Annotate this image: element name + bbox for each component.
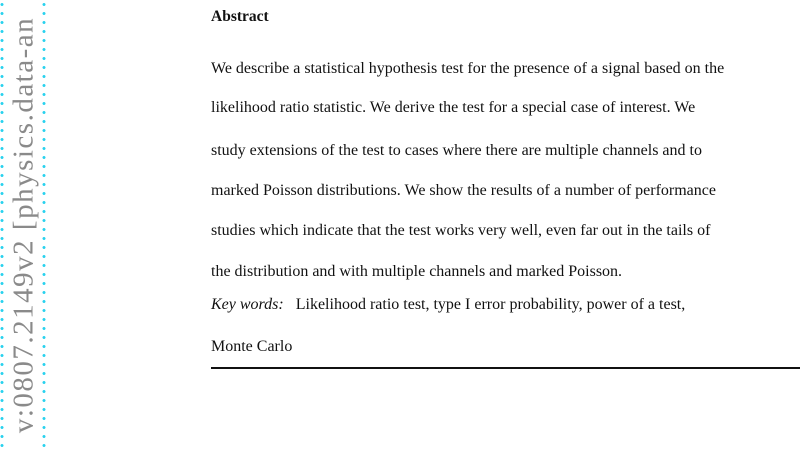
abstract-line: We describe a statistical hypothesis test for the presence of a signal based on the bbox=[211, 60, 725, 77]
dotted-border-left bbox=[0, 0, 4, 450]
arxiv-side-stamp bbox=[0, 0, 48, 450]
keywords-label: Key words: bbox=[211, 296, 284, 313]
keywords-text: Likelihood ratio test, type I error probability, power of a test, bbox=[295, 296, 686, 313]
abstract-line: the distribution and with multiple channels and marked Poisson. bbox=[211, 263, 623, 280]
abstract-line: marked Poisson distributions. We show the results of a number of performance bbox=[211, 182, 716, 199]
abstract-line: study extensions of the test to cases where there are multiple channels and to bbox=[211, 142, 702, 159]
abstract-line: studies which indicate that the test works very well, even far out in the tails of bbox=[211, 222, 711, 239]
abstract-line: likelihood ratio statistic. We derive the test for a special case of interest. We bbox=[211, 99, 696, 116]
abstract-heading: Abstract bbox=[211, 8, 269, 25]
keywords-continuation: Monte Carlo bbox=[211, 338, 293, 355]
section-divider bbox=[211, 367, 800, 369]
arxiv-identifier: v:0807.2149v2 [physics.data-an bbox=[7, 16, 40, 434]
dotted-border-right bbox=[42, 0, 46, 450]
keywords-line bbox=[211, 296, 685, 314]
